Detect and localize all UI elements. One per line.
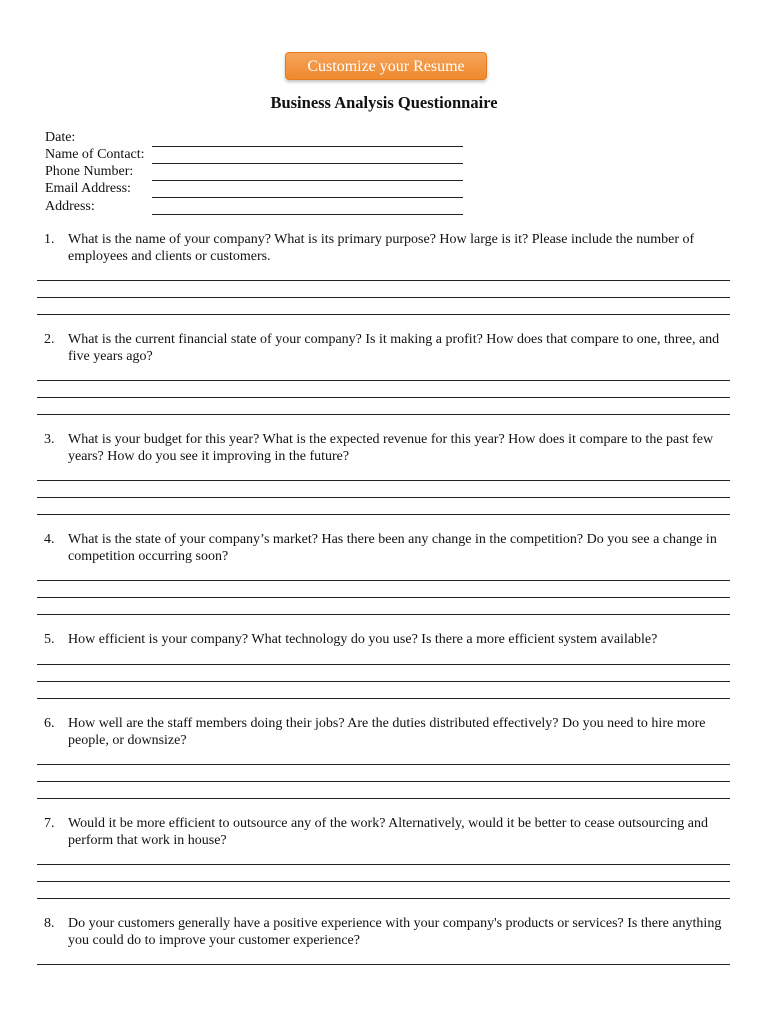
question-number: 7. xyxy=(44,816,55,831)
page-title: Business Analysis Questionnaire xyxy=(270,93,498,112)
question-text: Do your customers generally have a positive experience with your company's products or services? Is there anything you could do to improve your customer experience? xyxy=(68,916,722,948)
answer-line[interactable] xyxy=(37,414,730,415)
question-number: 1. xyxy=(44,232,55,247)
question-text: Would it be more efficient to outsource any of the work? Alternatively, would it be better to cease outsourcing and perform that work in house? xyxy=(68,816,708,848)
question-text: What is the name of your company? What is its primary purpose? How large is it? Please include the number of employees and clients or customers. xyxy=(68,232,695,264)
answer-line[interactable] xyxy=(37,781,730,782)
answer-line[interactable] xyxy=(37,497,730,498)
customize-resume-button[interactable]: Customize your Resume xyxy=(285,52,487,80)
date-label: Date: xyxy=(45,130,76,145)
address-label: Address: xyxy=(45,199,95,214)
answer-line[interactable] xyxy=(37,698,730,699)
answer-line[interactable] xyxy=(37,881,730,882)
question-number: 3. xyxy=(44,432,55,447)
phone-label: Phone Number: xyxy=(45,164,134,179)
question-text: How well are the staff members doing their jobs? Are the duties distributed effectively? Do you need to hire more people, or downsize? xyxy=(68,716,706,748)
answer-line[interactable] xyxy=(37,597,730,598)
answer-line[interactable] xyxy=(37,380,730,381)
question-number: 4. xyxy=(44,532,55,547)
address-field[interactable] xyxy=(152,214,463,215)
question-number: 5. xyxy=(44,632,55,647)
date-field[interactable] xyxy=(152,146,463,147)
answer-line[interactable] xyxy=(37,964,730,965)
answer-line[interactable] xyxy=(37,864,730,865)
answer-line[interactable] xyxy=(37,297,730,298)
answer-line[interactable] xyxy=(37,314,730,315)
answer-line[interactable] xyxy=(37,664,730,665)
answer-line[interactable] xyxy=(37,580,730,581)
question-text: What is the state of your company’s market? Has there been any change in the competition? Do you see a change in competition occurring soon? xyxy=(68,532,717,564)
question-number: 6. xyxy=(44,716,55,731)
answer-line[interactable] xyxy=(37,681,730,682)
contact-name-field[interactable] xyxy=(152,163,463,164)
question-text: What is your budget for this year? What is the expected revenue for this year? How does it compare to the past few years? How do you see it improving in the future? xyxy=(68,432,714,464)
contact-name-label: Name of Contact: xyxy=(45,147,145,162)
question-text: How efficient is your company? What technology do you use? Is there a more efficient system available? xyxy=(68,632,658,647)
phone-field[interactable] xyxy=(152,180,463,181)
question-number: 2. xyxy=(44,332,55,347)
question-text: What is the current financial state of your company? Is it making a profit? How does that compare to one, three, and five years ago? xyxy=(68,332,720,364)
answer-line[interactable] xyxy=(37,798,730,799)
email-label: Email Address: xyxy=(45,181,131,196)
answer-line[interactable] xyxy=(37,280,730,281)
answer-line[interactable] xyxy=(37,514,730,515)
email-field[interactable] xyxy=(152,197,463,198)
answer-line[interactable] xyxy=(37,614,730,615)
answer-line[interactable] xyxy=(37,480,730,481)
answer-line[interactable] xyxy=(37,397,730,398)
answer-line[interactable] xyxy=(37,764,730,765)
answer-line[interactable] xyxy=(37,898,730,899)
question-number: 8. xyxy=(44,916,55,931)
